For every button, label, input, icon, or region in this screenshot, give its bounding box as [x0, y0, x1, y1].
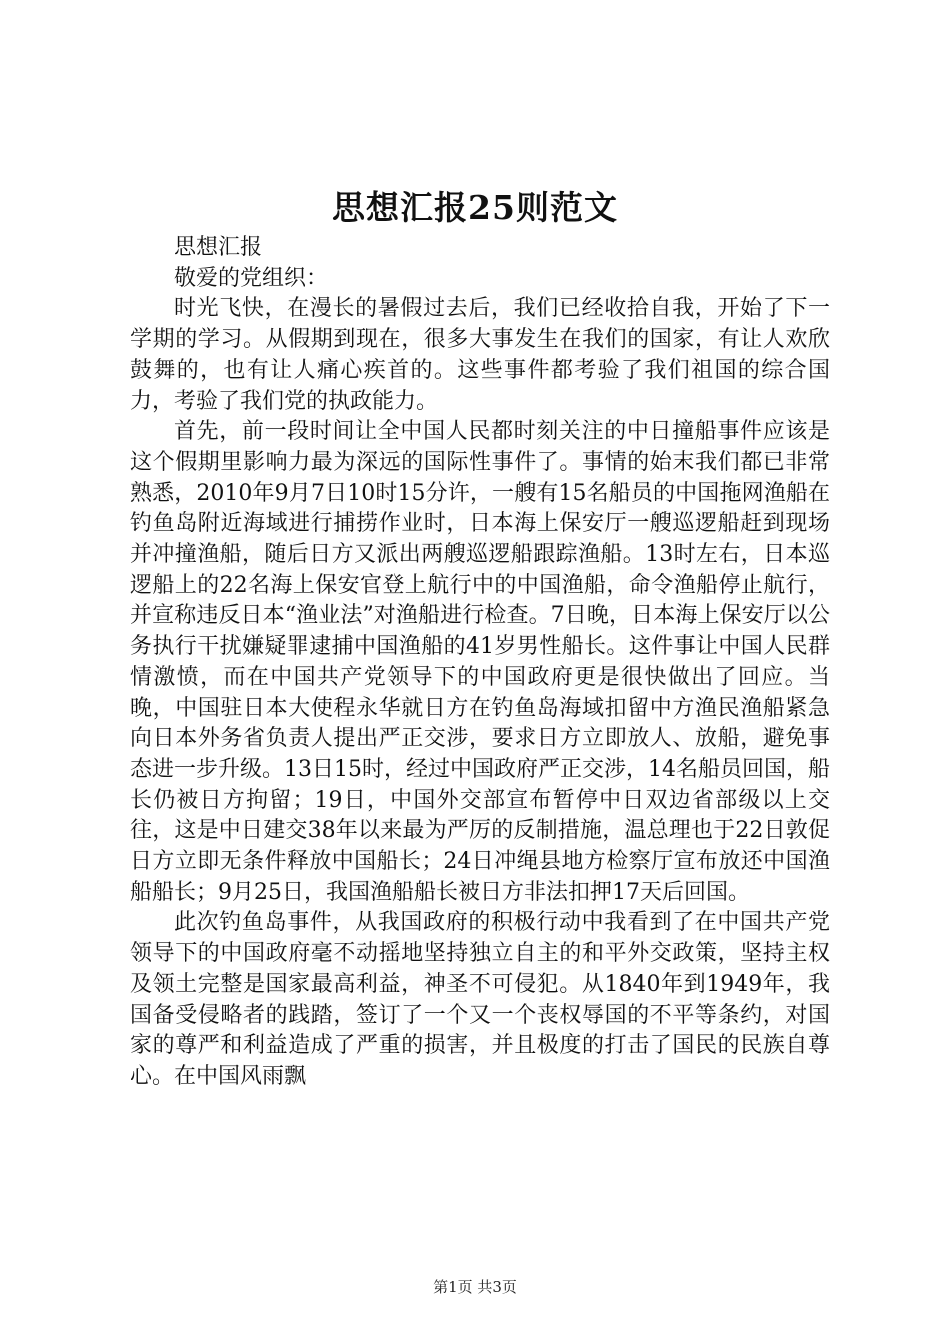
paragraph-salutation: 敬爱的党组织：: [174, 265, 329, 291]
paragraph: 时光飞快，在漫长的暑假过去后，我们已经收拾自我，开始了下一学期的学习。从假期到现在，很多大事发生在我们的国家，有让人欢欣鼓舞的，也有让人痛心疾首的。这些事件都考验了我们祖国的综合国力，考验了我们党的执政能力。: [130, 296, 830, 414]
paragraph-heading: 思想汇报: [174, 235, 263, 260]
paragraph: 首先，前一段时间让全中国人民都时刻关注的中日撞船事件应该是这个假期里影响力最为深远的国际性事件了。事情的始末我们都已非常熟悉，2010年9月7日10时15分许，一艘有15名船员的中国拖网渔船在钓鱼岛附近海域进行捕捞作业时，日本海上保安厅一艘巡逻船赶到现场并冲撞渔船，随后日方又派出两艘巡逻船跟踪渔船。13时左右，日本巡逻船上的22名海上保安官登上航行中的中国渔船，命令渔船停止航行，并宣称违反日本“渔业法”对渔船进行检查。7日晚，日本海上保安厅以公务执行干扰嫌疑罪逮捕中国渔船的41岁男性船长。这件事让中国人民群情激愤，而在中国共产党领导下的中国政府更是很快做出了回应。当晚，中国驻日本大使程永华就日方在钓鱼岛海域扣留中方渔民渔船紧急向日本外务省负责人提出严正交涉，要求日方立即放人、放船，避免事态进一步升级。13日15时，经过中国政府严正交涉，14名船员回国，船长仍被日方拘留；19日，中国外交部宣布暂停中日双边省部级以上交往，这是中日建交38年以来最为严厉的反制措施，温总理也于22日敦促日方立即无条件释放中国船长；24日冲绳县地方检察厅宣布放还中国渔船船长；9月25日，我国渔船船长被日方非法扣押17天后回国。: [130, 419, 830, 905]
paragraph: 此次钓鱼岛事件，从我国政府的积极行动中我看到了在中国共产党领导下的中国政府毫不动摇地坚持独立自主的和平外交政策，坚持主权及领土完整是国家最高利益，神圣不可侵犯。从1840年到1949年，我国备受侵略者的践踏，签订了一个又一个丧权辱国的不平等条约，对国家的尊严和利益造成了严重的损害，并且极度的打击了国民的民族自尊心。在中国风雨飘: [130, 910, 830, 1089]
page-number-footer: 第1页 共3页: [433, 1278, 517, 1296]
page-title: 思想汇报25则范文: [332, 188, 618, 227]
document-body: [130, 233, 830, 1093]
